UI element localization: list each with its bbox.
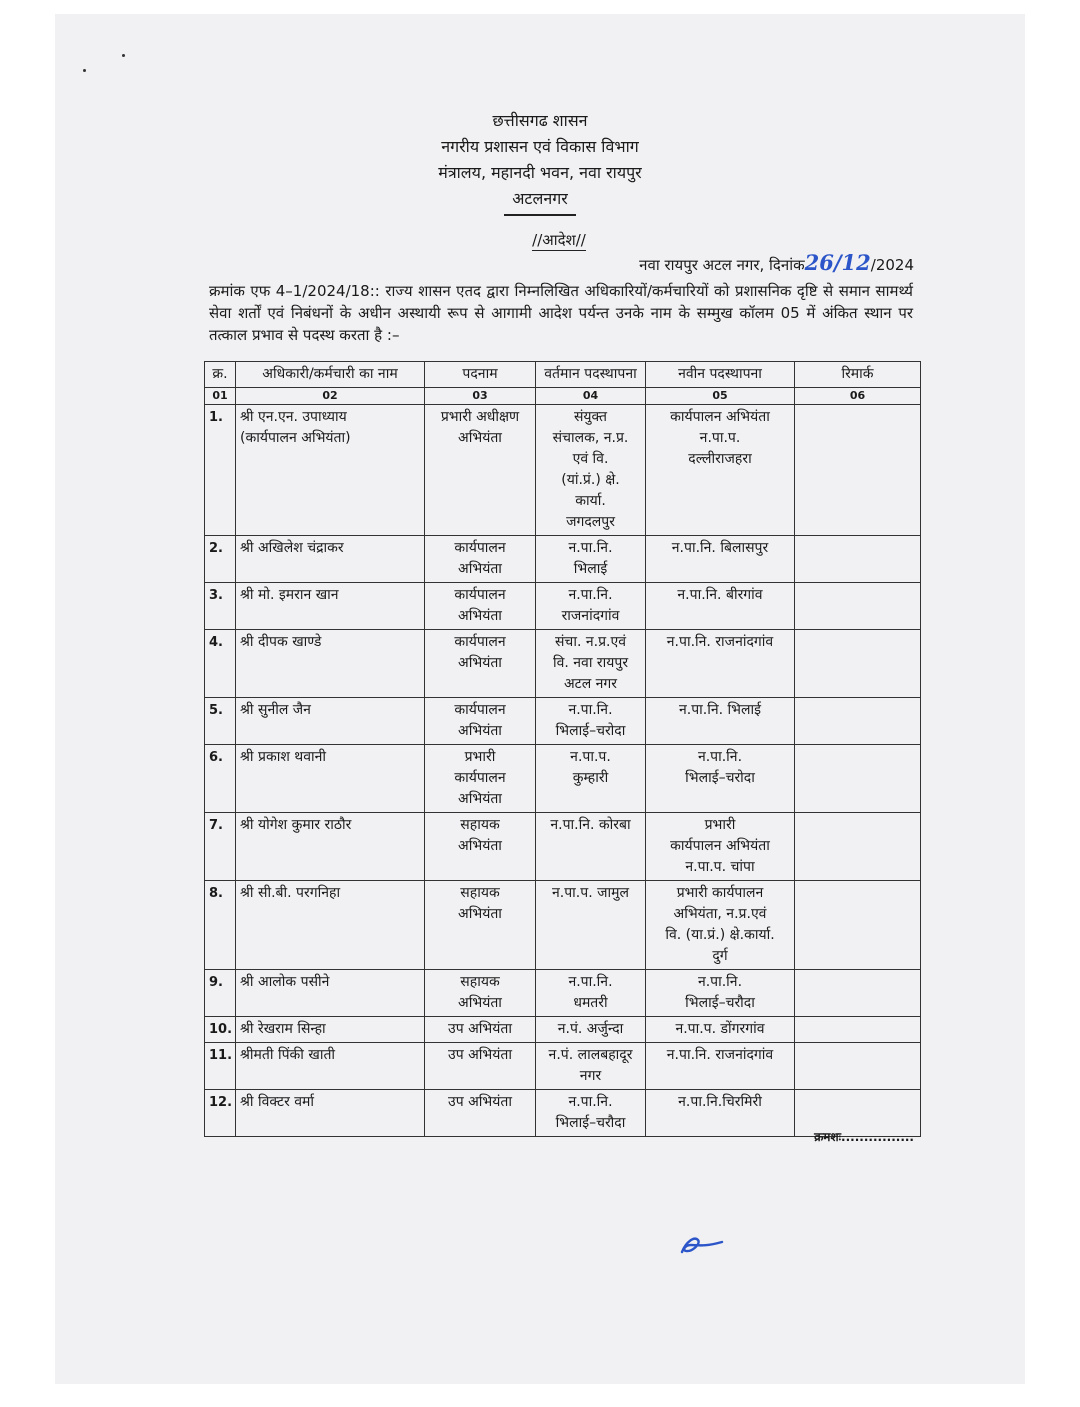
column-number: 02 <box>236 388 425 405</box>
date-separator: / <box>833 250 842 275</box>
row-remark <box>795 405 921 536</box>
date-year: /2024 <box>870 256 914 274</box>
order-paragraph: क्रमांक एफ 4–1/2024/18:: राज्य शासन एतद द्वारा निम्नलिखित अधिकारियों/कर्मचारियों को प्रशासनिक दृष्टि से समान सामर्थ्य सेवा शर्तों एवं निबंधनों के अधीन अस्थायी रूप से आगामी आदेश पर्यन्त उनके नाम के सम्मुख कॉलम 05 में अंकित स्थान पर तत्काल प्रभाव से पदस्थ करता है :– <box>209 282 913 344</box>
date-day: 26 <box>804 250 834 275</box>
table-row <box>205 630 921 698</box>
column-number: 05 <box>646 388 795 405</box>
column-number: 04 <box>536 388 646 405</box>
row-new-posting: कार्यपालन अभियंता न.पा.प. दल्लीराजहरा <box>646 405 795 536</box>
row-remark <box>795 698 921 745</box>
header-cell: रिमार्क <box>795 362 921 388</box>
row-serial: 7. <box>205 813 236 881</box>
row-new-posting: प्रभारी कार्यपालन अभियंता न.पा.प. चांपा <box>646 813 795 881</box>
header-cell: वर्तमान पदस्थापना <box>536 362 646 388</box>
row-designation: कार्यपालन अभियंता <box>425 698 536 745</box>
row-new-posting: न.पा.नि. बिलासपुर <box>646 536 795 583</box>
row-name: श्री सुनील जैन <box>236 698 425 745</box>
row-serial: 4. <box>205 630 236 698</box>
row-serial: 8. <box>205 881 236 970</box>
row-new-posting: न.पा.नि. भिलाई–चरौदा <box>646 970 795 1017</box>
row-new-posting: न.पा.नि. भिलाई–चरोदा <box>646 745 795 813</box>
table-row <box>205 583 921 630</box>
order-title-wrap <box>0 230 1080 250</box>
row-name: श्री मो. इमरान खान <box>236 583 425 630</box>
continued-note: क्रमशः................ <box>814 1130 914 1144</box>
row-serial: 9. <box>205 970 236 1017</box>
date-month: 12 <box>841 250 871 275</box>
table-row <box>205 745 921 813</box>
column-number: 01 <box>205 388 236 405</box>
row-serial: 5. <box>205 698 236 745</box>
row-designation: कार्यपालन अभियंता <box>425 630 536 698</box>
column-number: 03 <box>425 388 536 405</box>
row-serial: 12. <box>205 1090 236 1137</box>
row-designation: प्रभारी कार्यपालन अभियंता <box>425 745 536 813</box>
row-designation: उप अभियंता <box>425 1017 536 1043</box>
row-name: श्री विक्टर वर्मा <box>236 1090 425 1137</box>
row-new-posting: न.पा.नि. भिलाई <box>646 698 795 745</box>
row-serial: 2. <box>205 536 236 583</box>
table-row <box>205 813 921 881</box>
row-current-posting: न.पा.नि. राजनांदगांव <box>536 583 646 630</box>
row-designation: उप अभियंता <box>425 1090 536 1137</box>
row-remark <box>795 745 921 813</box>
row-current-posting: न.पा.प. जामुल <box>536 881 646 970</box>
row-name: श्री अखिलेश चंद्राकर <box>236 536 425 583</box>
header-cell: पदनाम <box>425 362 536 388</box>
table-row <box>205 405 921 536</box>
row-remark <box>795 536 921 583</box>
table-body <box>205 405 921 1137</box>
office-address: मंत्रालय, महानदी भवन, नवा रायपुर <box>438 163 642 182</box>
column-number: 06 <box>795 388 921 405</box>
row-current-posting: न.पं. अर्जुन्दा <box>536 1017 646 1043</box>
row-new-posting: न.पा.नि. बीरगांव <box>646 583 795 630</box>
row-current-posting: न.पा.नि. भिलाई <box>536 536 646 583</box>
header-cell: क्र. <box>205 362 236 388</box>
row-serial: 1. <box>205 405 236 536</box>
row-name: श्री सी.बी. परगनिहा <box>236 881 425 970</box>
row-remark <box>795 813 921 881</box>
govt-name: छत्तीसगढ शासन <box>492 111 588 130</box>
row-serial: 10. <box>205 1017 236 1043</box>
row-current-posting: न.पा.नि. भिलाई–चरौदा <box>536 1090 646 1137</box>
row-designation: कार्यपालन अभियंता <box>425 536 536 583</box>
posting-table <box>204 361 921 1137</box>
row-designation: सहायक अभियंता <box>425 813 536 881</box>
row-name: श्रीमती पिंकी खाती <box>236 1043 425 1090</box>
row-current-posting: न.पा.नि. धमतरी <box>536 970 646 1017</box>
table-row <box>205 881 921 970</box>
signature-mark <box>676 1230 726 1258</box>
row-remark <box>795 630 921 698</box>
row-new-posting: न.पा.नि. राजनांदगांव <box>646 630 795 698</box>
table-header-row <box>205 362 921 388</box>
row-remark <box>795 1017 921 1043</box>
speck <box>122 54 125 57</box>
row-serial: 6. <box>205 745 236 813</box>
row-new-posting: न.पा.प. डोंगरगांव <box>646 1017 795 1043</box>
row-name: श्री योगेश कुमार राठौर <box>236 813 425 881</box>
row-new-posting: न.पा.नि. राजनांदगांव <box>646 1043 795 1090</box>
table-row <box>205 1017 921 1043</box>
table-row <box>205 698 921 745</box>
row-name: श्री एन.एन. उपाध्याय (कार्यपालन अभियंता) <box>236 405 425 536</box>
department-name: नगरीय प्रशासन एवं विकास विभाग <box>441 137 639 156</box>
row-designation: सहायक अभियंता <box>425 881 536 970</box>
letterhead <box>0 108 1080 216</box>
row-designation: उप अभियंता <box>425 1043 536 1090</box>
row-remark <box>795 970 921 1017</box>
row-current-posting: न.पा.प. कुम्हारी <box>536 745 646 813</box>
row-current-posting: न.पं. लालबहादूर नगर <box>536 1043 646 1090</box>
row-designation: कार्यपालन अभियंता <box>425 583 536 630</box>
column-number-row <box>205 388 921 405</box>
row-remark <box>795 881 921 970</box>
row-current-posting: संचा. न.प्र.एवं वि. नवा रायपुर अटल नगर <box>536 630 646 698</box>
header-cell: अधिकारी/कर्मचारी का नाम <box>236 362 425 388</box>
date-prefix: नवा रायपुर अटल नगर, दिनांक <box>639 256 805 274</box>
order-title: //आदेश// <box>532 231 586 249</box>
row-name: श्री आलोक पसीने <box>236 970 425 1017</box>
row-serial: 3. <box>205 583 236 630</box>
row-new-posting: प्रभारी कार्यपालन अभियंता, न.प्र.एवं वि. (या.प्रं.) क्षे.कार्या. दुर्ग <box>646 881 795 970</box>
row-name: श्री दीपक खाण्डे <box>236 630 425 698</box>
row-name: श्री रेखराम सिन्हा <box>236 1017 425 1043</box>
table-row <box>205 1043 921 1090</box>
row-remark <box>795 583 921 630</box>
row-remark <box>795 1043 921 1090</box>
row-current-posting: न.पा.नि. भिलाई–चरोदा <box>536 698 646 745</box>
dateline <box>639 250 914 275</box>
row-current-posting: संयुक्त संचालक, न.प्र. एवं वि. (यां.प्रं.) क्षे. कार्या. जगदलपुर <box>536 405 646 536</box>
row-designation: प्रभारी अधीक्षण अभियंता <box>425 405 536 536</box>
table-row <box>205 970 921 1017</box>
row-name: श्री प्रकाश थवानी <box>236 745 425 813</box>
city-name: अटलनगर <box>504 186 576 216</box>
header-cell: नवीन पदस्थापना <box>646 362 795 388</box>
row-designation: सहायक अभियंता <box>425 970 536 1017</box>
row-new-posting: न.पा.नि.चिरमिरी <box>646 1090 795 1137</box>
row-current-posting: न.पा.नि. कोरबा <box>536 813 646 881</box>
row-serial: 11. <box>205 1043 236 1090</box>
table-row <box>205 536 921 583</box>
speck <box>83 69 86 72</box>
